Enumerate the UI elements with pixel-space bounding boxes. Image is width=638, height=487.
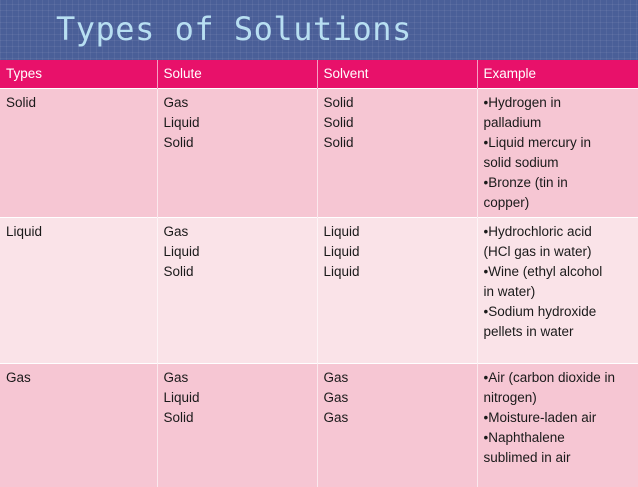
cell-example (477, 218, 638, 364)
type-label: Gas (6, 370, 31, 385)
example-line: •Sodium hydroxide (483, 304, 597, 319)
table-header-row (0, 60, 638, 89)
cell-solvent (317, 364, 477, 487)
table-row-liquid (0, 218, 638, 364)
solvent-line: Solid (323, 95, 354, 110)
solute-line: Gas (163, 224, 189, 239)
cell-solute (157, 89, 317, 218)
solvent-line: Gas (323, 410, 349, 425)
example-line: solid sodium (483, 155, 559, 170)
solutions-table (0, 60, 638, 487)
type-label: Liquid (6, 224, 43, 239)
solvent-line: Liquid (323, 264, 360, 279)
example-line: in water) (483, 284, 536, 299)
solute-line: Liquid (163, 115, 200, 130)
solvent-line: Liquid (323, 244, 360, 259)
type-label: Solid (6, 95, 37, 110)
example-line: •Moisture-laden air (483, 410, 597, 425)
example-line: •Hydrochloric acid (483, 224, 592, 239)
example-line: •Bronze (tin in (483, 175, 568, 190)
cell-example (477, 364, 638, 487)
header-solvent: Solvent (317, 60, 477, 89)
cell-solute (157, 218, 317, 364)
cell-example (477, 89, 638, 218)
cell-solvent (317, 89, 477, 218)
example-line: (HCl gas in water) (483, 244, 592, 259)
solute-line: Gas (163, 370, 189, 385)
example-line: copper) (483, 195, 530, 210)
solvent-line: Solid (323, 135, 354, 150)
example-line: •Wine (ethyl alcohol (483, 264, 603, 279)
solute-line: Solid (163, 264, 194, 279)
header-types: Types (0, 60, 157, 89)
solute-line: Solid (163, 135, 194, 150)
solute-line: Gas (163, 95, 189, 110)
solute-line: Liquid (163, 390, 200, 405)
solute-line: Liquid (163, 244, 200, 259)
example-line: palladium (483, 115, 542, 130)
solvent-line: Solid (323, 115, 354, 130)
solvent-line: Gas (323, 390, 349, 405)
header-solute: Solute (157, 60, 317, 89)
solvent-line: Gas (323, 370, 349, 385)
example-line: pellets in water (483, 324, 574, 339)
example-line: •Hydrogen in (483, 95, 562, 110)
example-line: •Naphthalene (483, 430, 565, 445)
cell-solute (157, 364, 317, 487)
table-row-solid (0, 89, 638, 218)
solute-line: Solid (163, 410, 194, 425)
cell-type (0, 89, 157, 218)
example-line: •Liquid mercury in (483, 135, 592, 150)
header-example: Example (477, 60, 638, 89)
solvent-line: Liquid (323, 224, 360, 239)
table-row-gas (0, 364, 638, 487)
cell-type (0, 364, 157, 487)
cell-type (0, 218, 157, 364)
cell-solvent (317, 218, 477, 364)
example-line: •Air (carbon dioxide in (483, 370, 616, 385)
slide-title: Types of Solutions (56, 10, 412, 48)
example-line: sublimed in air (483, 450, 571, 465)
example-line: nitrogen) (483, 390, 537, 405)
